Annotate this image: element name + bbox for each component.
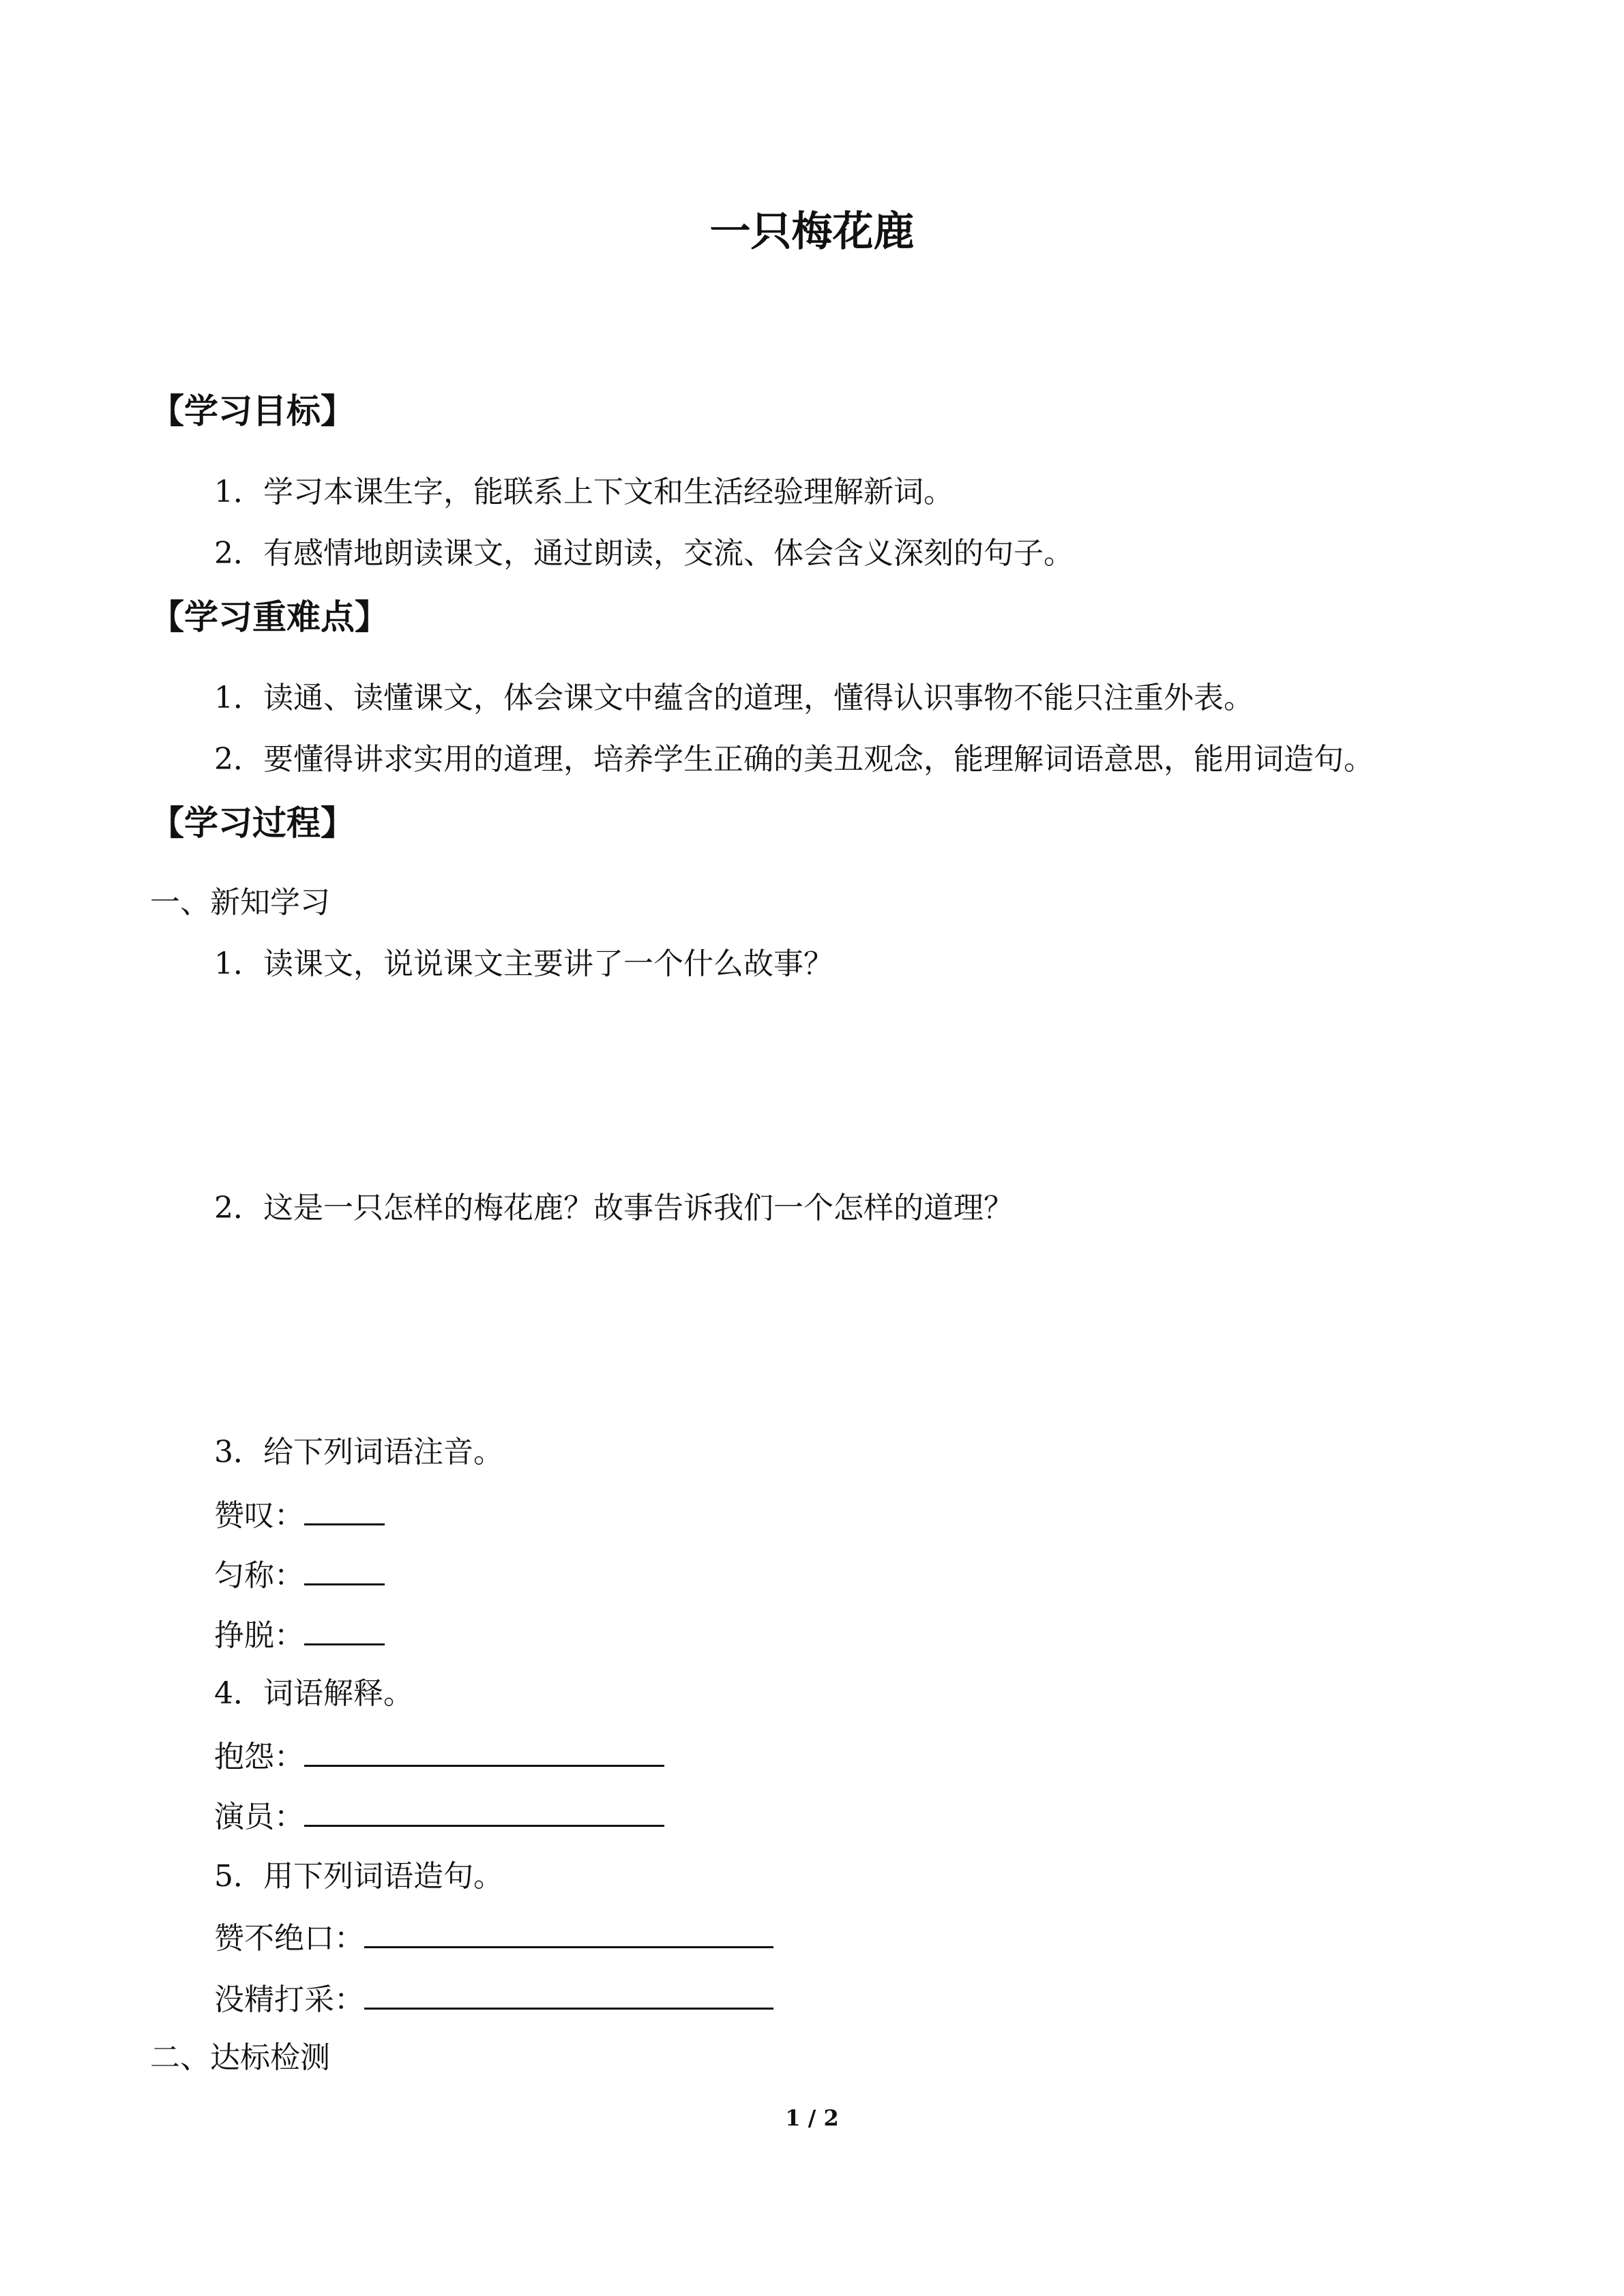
answer-blank[interactable]	[304, 1795, 664, 1827]
section-heading-process: 【学习过程】	[150, 803, 355, 843]
definition-word: 抱怨：	[214, 1740, 304, 1774]
question-5: 5．用下列词语造句。	[214, 1859, 503, 1894]
pinyin-row	[214, 1613, 385, 1656]
pinyin-row	[214, 1493, 385, 1536]
question-4: 4．词语解释。	[214, 1676, 413, 1711]
objective-item: 1．学习本课生字，能联系上下文和生活经验理解新词。	[214, 475, 954, 509]
sentence-word: 赞不绝口：	[214, 1921, 364, 1956]
part-heading-assessment: 二、达标检测	[150, 2040, 330, 2075]
page-title: 一只梅花鹿	[709, 208, 915, 256]
definition-row	[214, 1735, 664, 1778]
key-point-item: 2．要懂得讲求实用的道理，培养学生正确的美丑观念，能理解词语意思，能用词造句。	[214, 742, 1374, 777]
answer-blank[interactable]	[304, 1493, 385, 1525]
answer-blank[interactable]	[304, 1735, 664, 1767]
definition-word: 演员：	[214, 1800, 304, 1834]
question-3: 3．给下列词语注音。	[214, 1435, 503, 1470]
answer-blank[interactable]	[304, 1553, 385, 1585]
sentence-row	[214, 1916, 773, 1959]
pinyin-word: 挣脱：	[214, 1618, 304, 1653]
answer-blank[interactable]	[304, 1613, 385, 1645]
page-number: 1 / 2	[785, 2105, 839, 2131]
pinyin-word: 匀称：	[214, 1558, 304, 1593]
sentence-word: 没精打采：	[214, 1982, 364, 2017]
definition-row	[214, 1795, 664, 1838]
key-point-item: 1．读通、读懂课文，体会课文中蕴含的道理，懂得认识事物不能只注重外表。	[214, 681, 1254, 715]
answer-blank[interactable]	[364, 1916, 773, 1948]
question-1: 1．读课文，说说课文主要讲了一个什么故事？	[214, 946, 833, 981]
section-heading-objectives: 【学习目标】	[150, 391, 355, 431]
pinyin-row	[214, 1553, 385, 1596]
pinyin-word: 赞叹：	[214, 1498, 304, 1533]
answer-blank[interactable]	[364, 1978, 773, 2010]
part-heading-new-knowledge: 一、新知学习	[150, 885, 330, 920]
section-heading-key-points: 【学习重难点】	[150, 597, 389, 637]
objective-item: 2．有感情地朗读课文，通过朗读，交流、体会含义深刻的句子。	[214, 536, 1074, 571]
question-2: 2．这是一只怎样的梅花鹿？故事告诉我们一个怎样的道理？	[214, 1191, 1014, 1225]
sentence-row	[214, 1978, 773, 2021]
